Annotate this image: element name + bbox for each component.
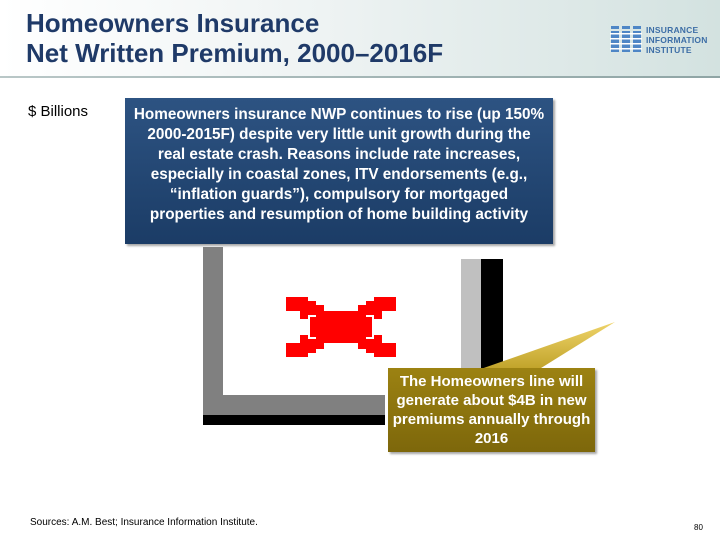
placeholder-frame-left [203, 247, 223, 415]
title-line-1: Homeowners Insurance [26, 8, 320, 38]
logo-text-line-3: INSTITUTE [646, 45, 692, 55]
broken-image-icon [286, 297, 396, 357]
logo-text-line-2: INFORMATION [646, 35, 708, 45]
callout-blue: Homeowners insurance NWP continues to rise (up 150% 2000-2015F) despite very little unit growth during the real estate crash. Reasons include rate increases, especially in coastal zones, ITV endorsements (e.g., “inflation guards”), compulsory for mortgaged properties and resumption of home building activity [125, 98, 553, 244]
callout-gold: The Homeowners line will generate about $4B in new premiums annually through 2016 [388, 368, 595, 452]
page-number: 80 [694, 523, 703, 532]
placeholder-frame-bottom [203, 395, 385, 415]
logo-text [646, 25, 708, 55]
placeholder-frame-shadow-bottom [203, 415, 385, 425]
unit-label: $ Billions [28, 103, 89, 120]
page-title [26, 8, 443, 68]
title-divider [0, 76, 720, 78]
sources-note: Sources: A.M. Best; Insurance Information Institute. [30, 517, 258, 528]
iii-logo-icon [610, 24, 642, 54]
title-line-2: Net Written Premium, 2000–2016F [26, 38, 444, 68]
iii-logo [610, 22, 710, 58]
logo-text-line-1: INSURANCE [646, 25, 699, 35]
